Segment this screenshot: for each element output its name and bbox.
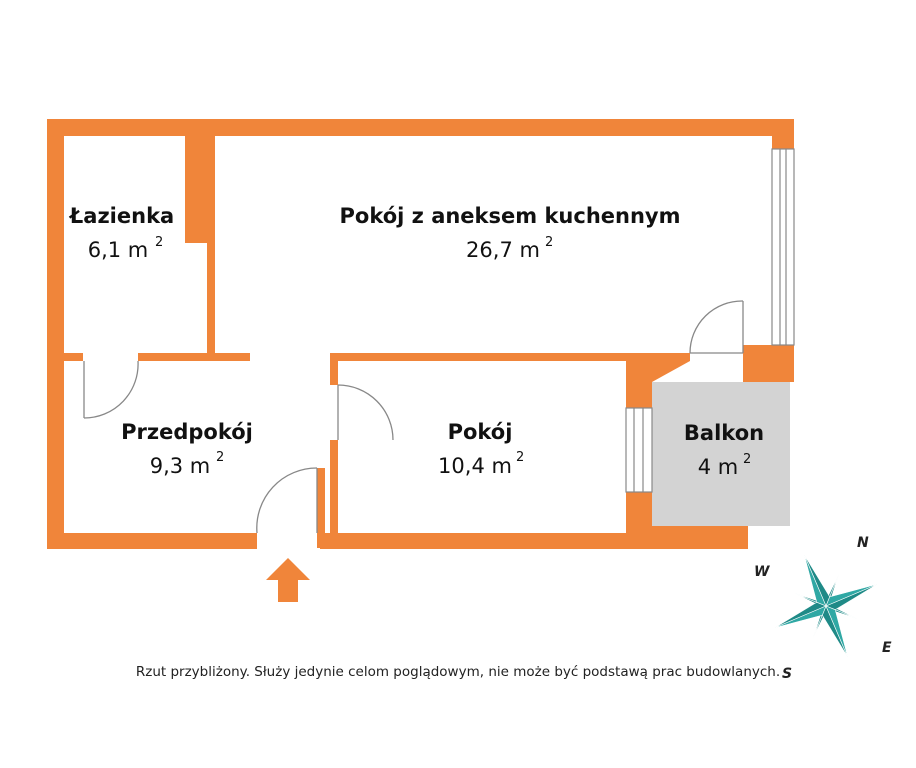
room-area-exponent: 2 [743, 452, 752, 467]
up-arrow-icon [266, 558, 310, 602]
compass-north: N [857, 535, 869, 551]
disclaimer-text: Rzut przybliżony. Służy jedynie celom poglądowym, nie może być podstawą prac budowlanych. [135, 664, 781, 680]
compass-east: E [882, 640, 892, 656]
room-area-exponent: 2 [216, 450, 225, 465]
room-area: 26,7 m [466, 238, 540, 262]
room-label-lazienka [69, 204, 174, 262]
room-area: 9,3 m [149, 454, 211, 478]
room-area: 6,1 m [87, 238, 149, 262]
window-room [626, 408, 652, 492]
room-name: Pokój [447, 420, 513, 444]
compass-west: W [754, 564, 770, 580]
balcony-floor [652, 382, 790, 526]
room-area-exponent: 2 [545, 235, 554, 250]
compass-rose-icon [753, 533, 900, 680]
room-area: 10,4 m [438, 454, 512, 478]
room-label-pokoj-z-aneksem [340, 204, 681, 262]
room-name: Łazienka [69, 204, 175, 228]
room-area: 4 m [697, 455, 739, 479]
room-label-pokoj [438, 420, 524, 478]
room-area-exponent: 2 [155, 235, 164, 250]
room-label-przedpokoj [121, 420, 253, 478]
room-name: Przedpokój [121, 420, 253, 444]
room-name: Balkon [683, 421, 765, 445]
window-main-room [772, 149, 794, 345]
compass-south: S [782, 666, 793, 682]
room-area-exponent: 2 [516, 450, 525, 465]
room-name: Pokój z aneksem kuchennym [339, 204, 681, 228]
